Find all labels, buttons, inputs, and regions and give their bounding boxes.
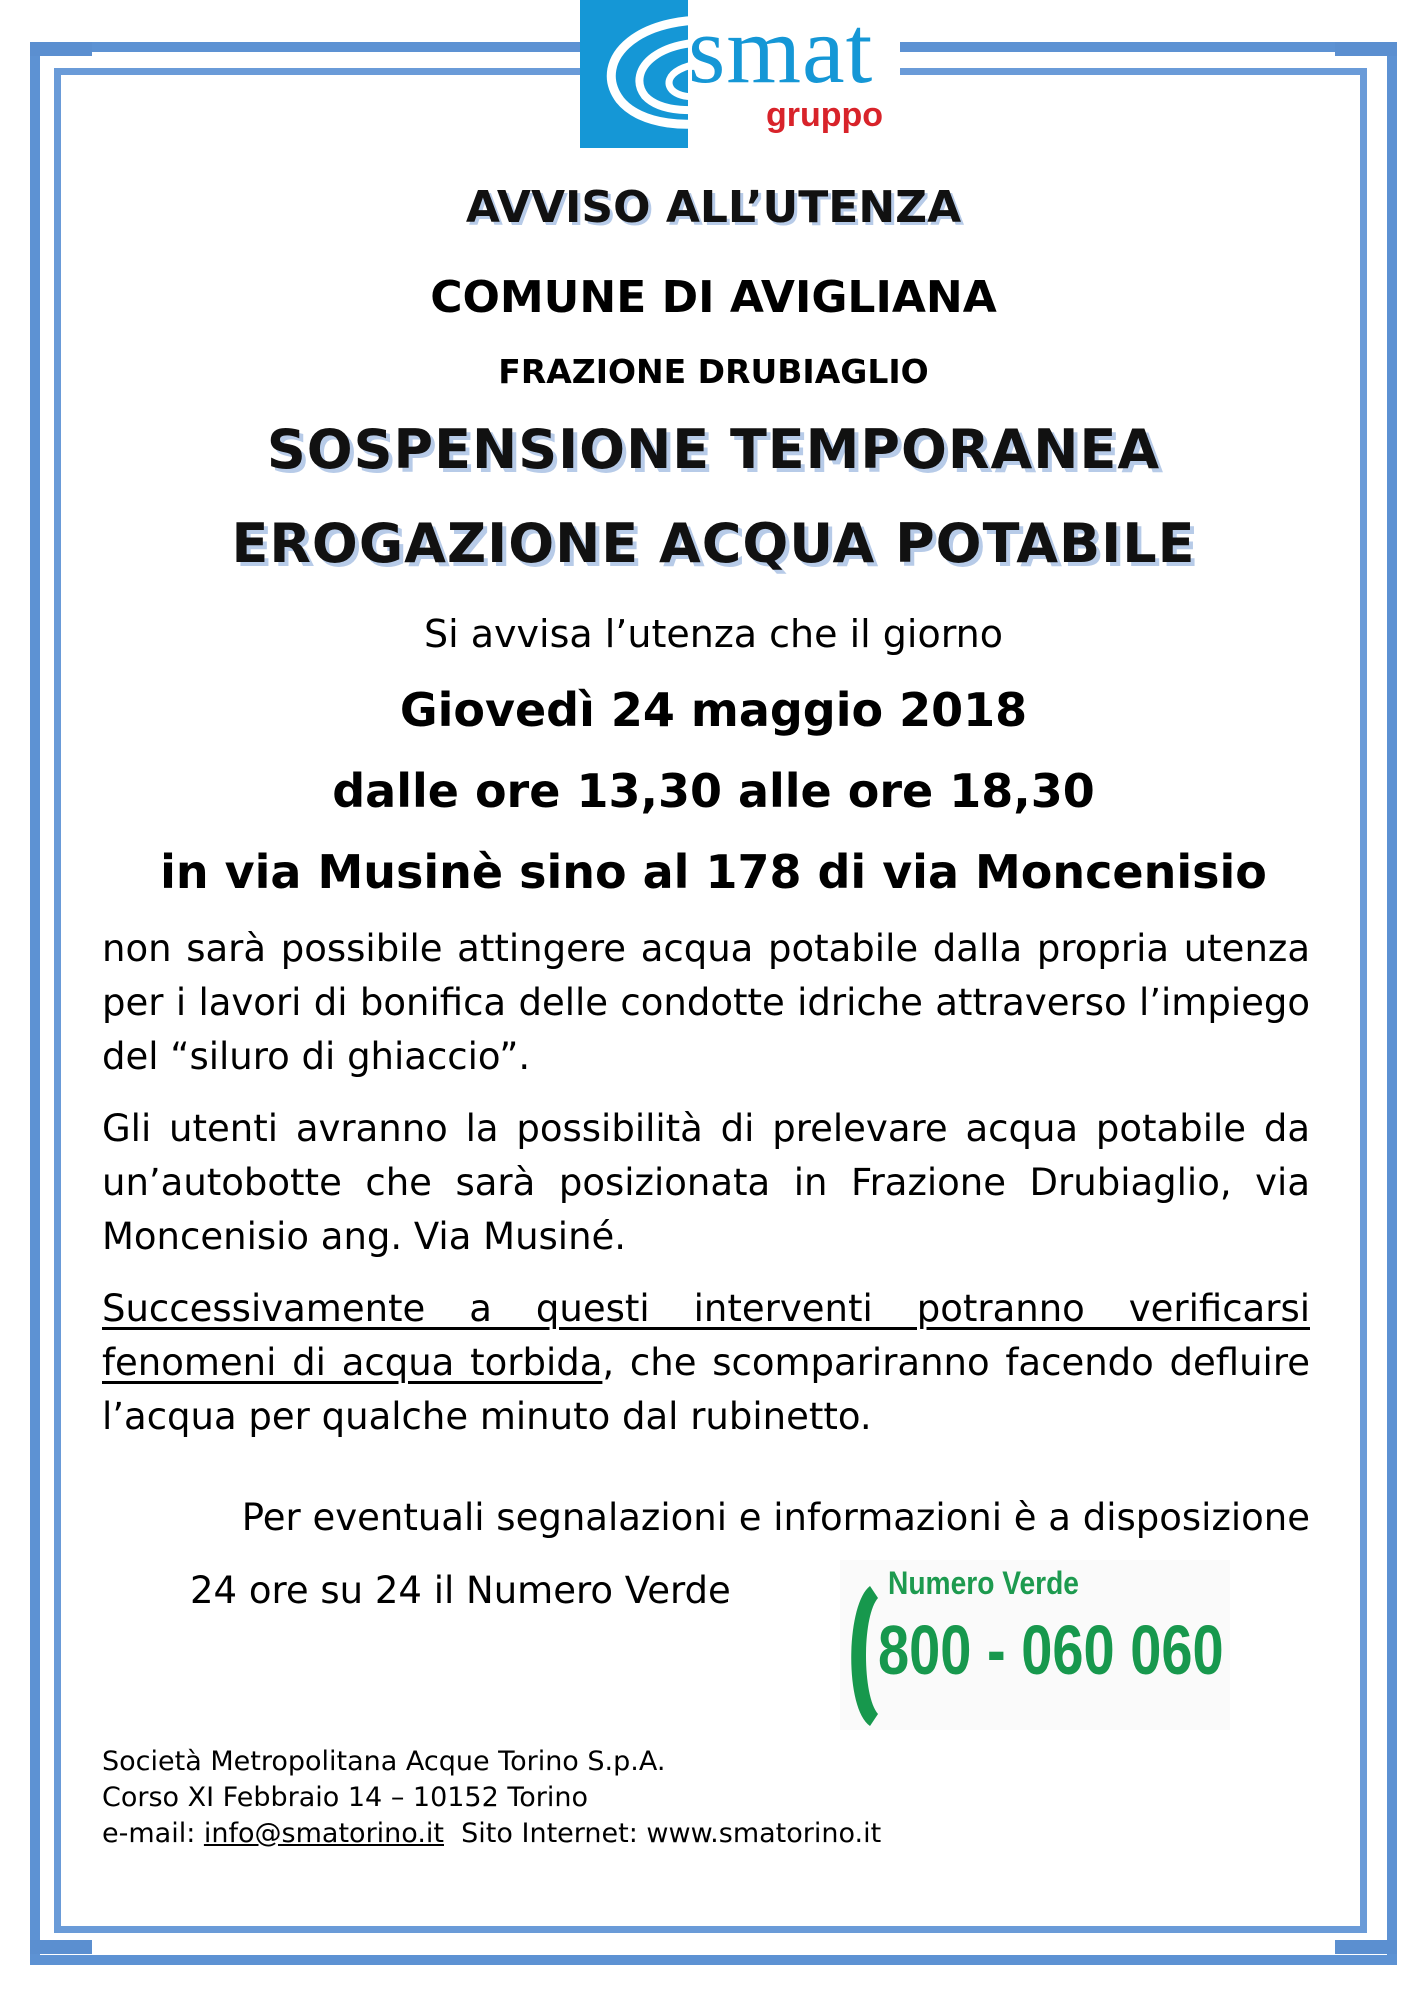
main-title-line2: EROGAZIONE ACQUA POTABILE (231, 512, 1196, 575)
notice-intro: Si avvisa l’utenza che il giorno (424, 612, 1003, 656)
footer-address: Corso XI Febbraio 14 – 10152 Torino (102, 1782, 589, 1813)
notice-location: in via Musinè sino al 178 di via Moncenisio (160, 845, 1267, 899)
toll-free-label: Numero Verde (888, 1565, 1079, 1601)
municipality-title: COMUNE DI AVIGLIANA (430, 272, 997, 323)
footer-contacts (102, 1816, 881, 1852)
notice-hours: dalle ore 13,30 alle ore 18,30 (332, 764, 1095, 818)
email-label: e-mail: (102, 1818, 196, 1849)
border-corner-bottom-right (1335, 1940, 1397, 1954)
paragraph-interruption: non sarà possibile attingere acqua potabile dalla propria utenza per i lavori di bonifica delle condotte idriche attraverso l’impiego del “siluro di ghiaccio”. (102, 927, 1310, 1078)
turbid-water-advice: , che scompariranno facendo defluire l’acqua per qualche minuto dal rubinetto. (102, 1341, 1310, 1438)
phone-handset-icon (840, 1584, 880, 1728)
paragraph-turbid-water (102, 1282, 1310, 1444)
website-link[interactable]: www.smatorino.it (646, 1818, 882, 1849)
turbid-water-warning: Successivamente a questi interventi potranno verificarsi fenomeni di acqua torbida (102, 1287, 1310, 1384)
paragraph-tanker: Gli utenti avranno la possibilità di prelevare acqua potabile da un’autobotte che sarà posizionata in Frazione Drubiaglio, via Moncenisio ang. Via Musiné. (102, 1107, 1310, 1258)
website-label: Sito Internet: (461, 1818, 638, 1849)
email-link[interactable]: info@smatorino.it (203, 1818, 444, 1849)
district-title: FRAZIONE DRUBIAGLIO (498, 352, 929, 391)
toll-free-badge (840, 1560, 1230, 1730)
contact-line2: 24 ore su 24 il Numero Verde (190, 1569, 731, 1612)
smat-logo (580, 0, 900, 148)
logo-subtitle: gruppo (766, 96, 884, 134)
notice-heading: AVVISO ALL’UTENZA (465, 182, 962, 233)
footer-company: Società Metropolitana Acque Torino S.p.A. (102, 1746, 666, 1777)
main-title-line1: SOSPENSIONE TEMPORANEA (266, 418, 1161, 481)
border-corner-bottom-left (30, 1940, 92, 1954)
logo-wordmark: smat (688, 0, 874, 103)
contact-line1: Per eventuali segnalazioni e informazioni è a disposizione (241, 1496, 1310, 1539)
border-corner-top-right (1335, 42, 1397, 56)
border-corner-top-left (30, 42, 92, 56)
toll-free-number[interactable]: 800 - 060 060 (878, 1611, 1224, 1689)
notice-date: Giovedì 24 maggio 2018 (399, 683, 1028, 737)
